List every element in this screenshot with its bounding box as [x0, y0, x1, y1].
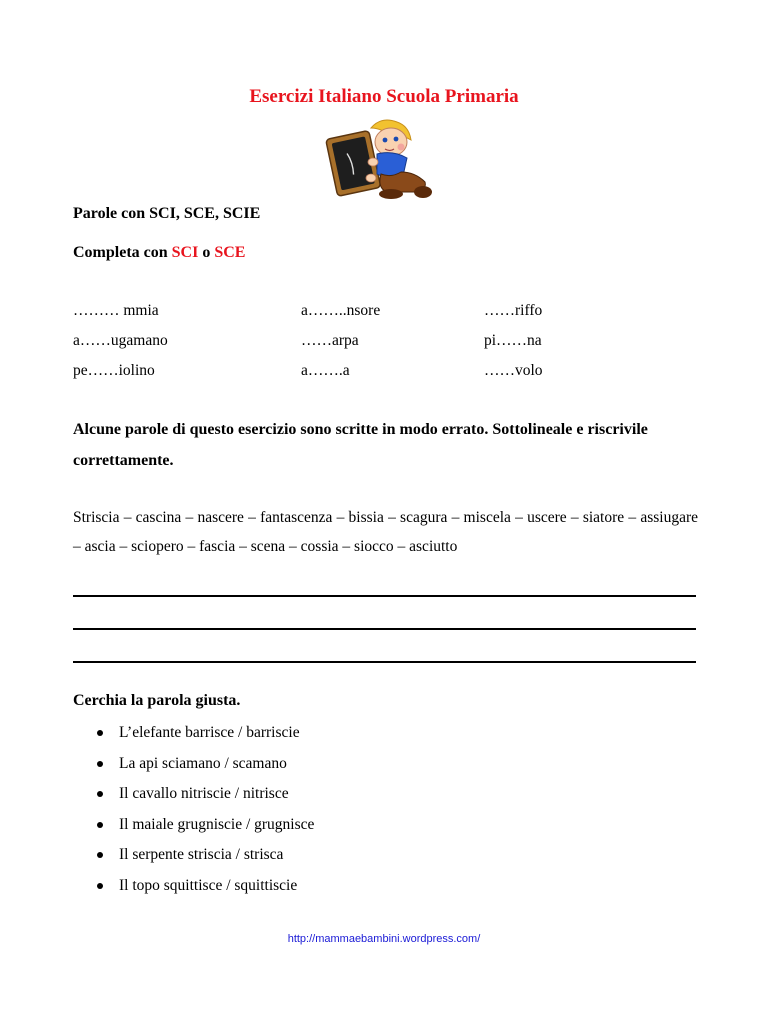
section3-heading: Cerchia la parola giusta.: [73, 692, 241, 709]
list-item: [73, 813, 314, 844]
bullet-icon: [97, 791, 103, 797]
grid-cell: ……volo: [484, 362, 543, 379]
grid-cell: pe……iolino: [73, 362, 155, 379]
bullet-icon: [97, 883, 103, 889]
answer-line[interactable]: [73, 595, 696, 597]
instruction-connector: o: [202, 244, 211, 261]
list-item-text: La api sciamano / scamano: [119, 754, 287, 772]
list-item-text: Il serpente striscia / strisca: [119, 846, 284, 864]
list-item: [73, 752, 314, 783]
word-list: Striscia – cascina – nascere – fantascenza – bissia – scagura – miscela – uscere – siatore – assiugare – ascia – sciopero – fascia – scena – cossia – siocco – asciutto: [73, 509, 698, 555]
list-item: [73, 874, 314, 905]
grid-cell: a……..nsore: [301, 302, 381, 319]
grid-cell: pi……na: [484, 332, 542, 349]
bullet-icon: [97, 822, 103, 828]
grid-cell: a…….a: [301, 362, 350, 379]
grid-cell: ……arpa: [301, 332, 359, 349]
page-title: Esercizi Italiano Scuola Primaria: [249, 86, 519, 107]
bullet-icon: [97, 761, 103, 767]
answer-line[interactable]: [73, 628, 696, 630]
answer-line[interactable]: [73, 661, 696, 663]
grid-cell: ……… mmia: [73, 302, 159, 319]
list-item: [73, 843, 314, 874]
choice-list: [73, 721, 314, 905]
section2-instruction: Alcune parole di questo esercizio sono scritte in modo errato. Sottolineale e riscrivile correttamente.: [73, 421, 648, 469]
bullet-icon: [97, 730, 103, 736]
section1-instruction: [73, 244, 245, 262]
list-item-text: Il cavallo nitriscie / nitrisce: [119, 785, 289, 803]
bullet-icon: [97, 852, 103, 858]
section1-heading: Parole con SCI, SCE, SCIE: [73, 205, 261, 222]
list-item: [73, 782, 314, 813]
list-item: [73, 721, 314, 752]
footer-link[interactable]: http://mammaebambini.wordpress.com/: [287, 933, 481, 945]
option-sce: SCE: [214, 244, 246, 261]
child-with-chalkboard-icon: [325, 118, 437, 202]
list-item-text: Il maiale grugniscie / grugnisce: [119, 815, 315, 833]
list-item-text: L’elefante barrisce / barriscie: [119, 724, 300, 741]
option-sci: SCI: [171, 244, 199, 261]
grid-cell: a……ugamano: [73, 332, 168, 349]
list-item-text: Il topo squittisce / squittiscie: [119, 876, 298, 894]
grid-cell: ……riffo: [484, 302, 543, 319]
instruction-prefix: Completa con: [73, 244, 168, 261]
